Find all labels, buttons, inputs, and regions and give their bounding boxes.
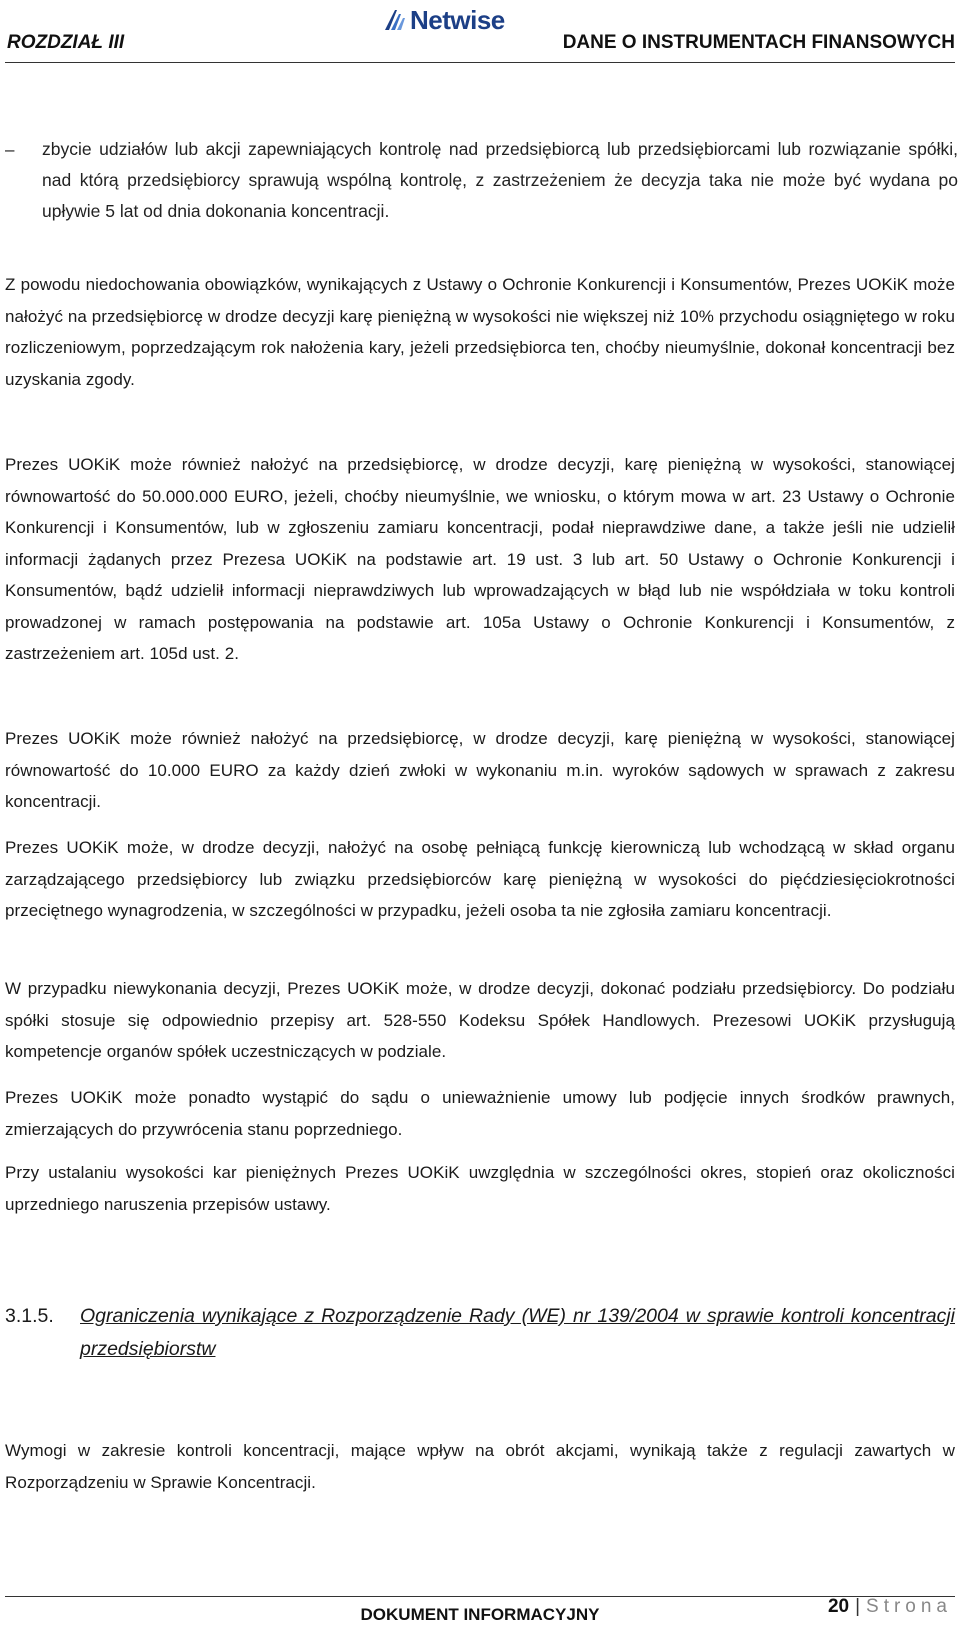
logo-text: Netwise — [410, 5, 505, 35]
paragraph-division: W przypadku niewykonania decyzji, Prezes UOKiK może, w drodze decyzji, dokonać podziału przedsiębiorcy. Do podziału spółki stosuje się odpowiednio przepisy art. 528-550 Kodeksu Spółek Handlowych. Prezesowi UOKiK przysługują kompetencje organów spółek uczestniczących w podziale. — [5, 979, 955, 1061]
paragraph-penalty-10k-euro: Prezes UOKiK może również nałożyć na przedsiębiorcę, w drodze decyzji, karę pieniężną w wysokości, stanowiącej równowartość do 10.000 EURO za każdy dzień zwłoki w wykonaniu m.in. wyroków sądowych w sprawach z zakresu koncentracji. — [5, 729, 955, 811]
section-title: Ograniczenia wynikające z Rozporządzenie Rady (WE) nr 139/2004 w sprawie kontroli koncentracji przedsiębiorstw — [80, 1305, 955, 1360]
footer-document-name: DOKUMENT INFORMACYJNY — [360, 1605, 600, 1624]
chapter-label: ROZDZIAŁ III — [7, 32, 125, 53]
paragraph-penalty-factors: Przy ustalaniu wysokości kar pieniężnych Prezes UOKiK uwzględnia w szczególności okres, stopień oraz okoliczności uprzedniego naruszenia przepisów ustawy. — [5, 1163, 955, 1214]
list-item-text: zbycie udziałów lub akcji zapewniających kontrolę nad przedsiębiorcą lub przedsiębiorcami lub rozwiązanie spółki, nad którą przedsiębiorcy sprawują wspólną kontrolę, z zastrzeżeniem że decyzja taka nie może być wydana po upływie 5 lat od dnia dokonania koncentracji. — [42, 139, 958, 221]
page-separator: | — [855, 1596, 861, 1617]
paragraph-closing: Wymogi w zakresie kontroli koncentracji, mające wpływ na obrót akcjami, wynikają także z regulacji zawartych w Rozporządzeniu w Sprawie Koncentracji. — [5, 1441, 955, 1492]
page-number: 20 — [827, 1596, 850, 1617]
paragraph-penalty-10-percent: Z powodu niedochowania obowiązków, wynikających z Ustawy o Ochronie Konkurencji i Konsumentów, Prezes UOKiK może nałożyć na przedsiębiorcę w drodze decyzji karę pieniężną w wysokości nie większej niż 10% przychodu osiągniętego w roku rozliczeniowym, poprzedzającym rok nałożenia kary, jeżeli przedsiębiorca ten, choćby nieumyślnie, dokonał koncentracji bez uzyskania zgody. — [5, 275, 955, 389]
paragraph-court: Prezes UOKiK może ponadto wystąpić do sądu o unieważnienie umowy lub podjęcie innych środków prawnych, zmierzających do przywrócenia stanu poprzedniego. — [5, 1088, 955, 1139]
page-number-block — [828, 1596, 952, 1618]
paragraph-penalty-managers: Prezes UOKiK może, w drodze decyzji, nałożyć na osobę pełniącą funkcję kierowniczą lub wchodzącą w skład organu zarządzającego przedsiębiorcy lub związku przedsiębiorców karę pieniężną w wysokości do pięćdziesięciokrotności przeciętnego wynagrodzenia, w szczególności w przypadku, jeżeli osoba ta nie zgłosiła zamiaru koncentracji. — [5, 838, 955, 920]
header-divider — [5, 62, 955, 63]
page-header — [0, 0, 960, 62]
footer-divider — [5, 1596, 955, 1597]
paragraph-penalty-50m-euro: Prezes UOKiK może również nałożyć na przedsiębiorcę, w drodze decyzji, karę pieniężną w wysokości, stanowiącej równowartość do 50.000.000 EURO, jeżeli, choćby nieumyślnie, we wniosku, o którym mowa w art. 23 Ustawy o Ochronie Konkurencji i Konsumentów, lub w zgłoszeniu zamiaru koncentracji, podał nieprawdziwe dane, a także jeśli nie udzielił informacji żądanych przez Prezesa UOKiK na podstawie art. 19 ust. 3 lub art. 50 Ustawy o Ochronie Konkurencji i Konsumentów, bądź udzielił informacji nieprawdziwych lub wprowadzających w błąd lub nie współdziała w toku kontroli prowadzonej w ramach postępowania na podstawie art. 105a Ustawy o Ochronie Konkurencji i Konsumentów, z zastrzeżeniem art. 105d ust. 2. — [5, 455, 955, 663]
section-header-title: DANE O INSTRUMENTACH FINANSOWYCH — [562, 32, 955, 53]
dash-bullet: – — [5, 140, 15, 159]
netwise-logo — [383, 6, 505, 34]
page-word: Strona — [866, 1596, 952, 1617]
section-number: 3.1.5. — [5, 1305, 54, 1327]
netwise-logo-icon — [383, 8, 407, 32]
